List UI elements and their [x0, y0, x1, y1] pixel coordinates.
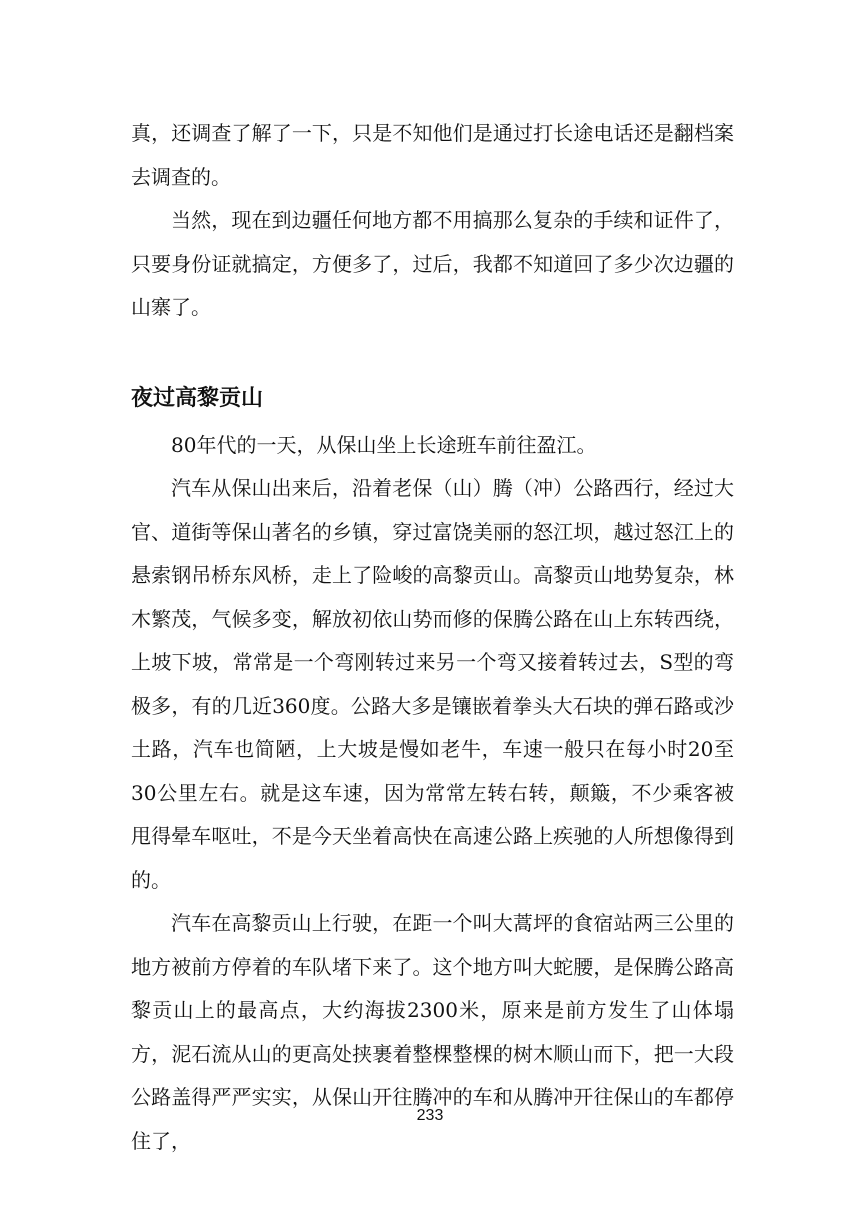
paragraph: 汽车从保山出来后，沿着老保（山）腾（冲）公路西行，经过大官、道街等保山著名的乡镇，穿过富饶美丽的怒江坝，越过怒江上的悬索钢吊桥东风桥，走上了险峻的高黎贡山。高黎贡山地势复杂，林木繁茂，气候多变，解放初依山势而修的保腾公路在山上东转西绕，上坡下坡，常常是一个弯刚转过来另一个弯又接着转过去，S型的弯极多，有的几近360度。公路大多是镶嵌着拳头大石块的弹石路或沙土路，汽车也简陋，上大坡是慢如老牛，车速一般只在每小时20至30公里左右。就是这车速，因为常常左转右转，颠簸，不少乘客被甩得晕车呕吐，不是今天坐着高快在高速公路上疾驰的人所想像得到的。: [131, 476, 734, 892]
body-text: [131, 112, 734, 1163]
paragraph: 当然，现在到边疆任何地方都不用搞那么复杂的手续和证件了，只要身份证就搞定，方便多了，过后，我都不知道回了多少次边疆的山寨了。: [131, 208, 734, 319]
paragraph: 80年代的一天，从保山坐上长途班车前往盈江。: [171, 432, 597, 457]
paragraph: 汽车在高黎贡山上行驶，在距一个叫大蒿坪的食宿站两三公里的地方被前方停着的车队堵下来了。这个地方叫大蛇腰，是保腾公路高黎贡山上的最高点，大约海拔2300米，原来是前方发生了山体塌方，泥石流从山的更高处挟裹着整棵整棵的树木顺山而下，把一大段公路盖得严严实实，从保山开往腾冲的车和从腾冲开往保山的车都停住了，: [131, 911, 734, 1153]
paragraph-continued: 真，还调查了解了一下，只是不知他们是通过打长途电话还是翻档案去调查的。: [131, 121, 734, 189]
section-title: 夜过高黎贡山: [131, 385, 264, 411]
page-number: 233: [416, 1107, 444, 1124]
